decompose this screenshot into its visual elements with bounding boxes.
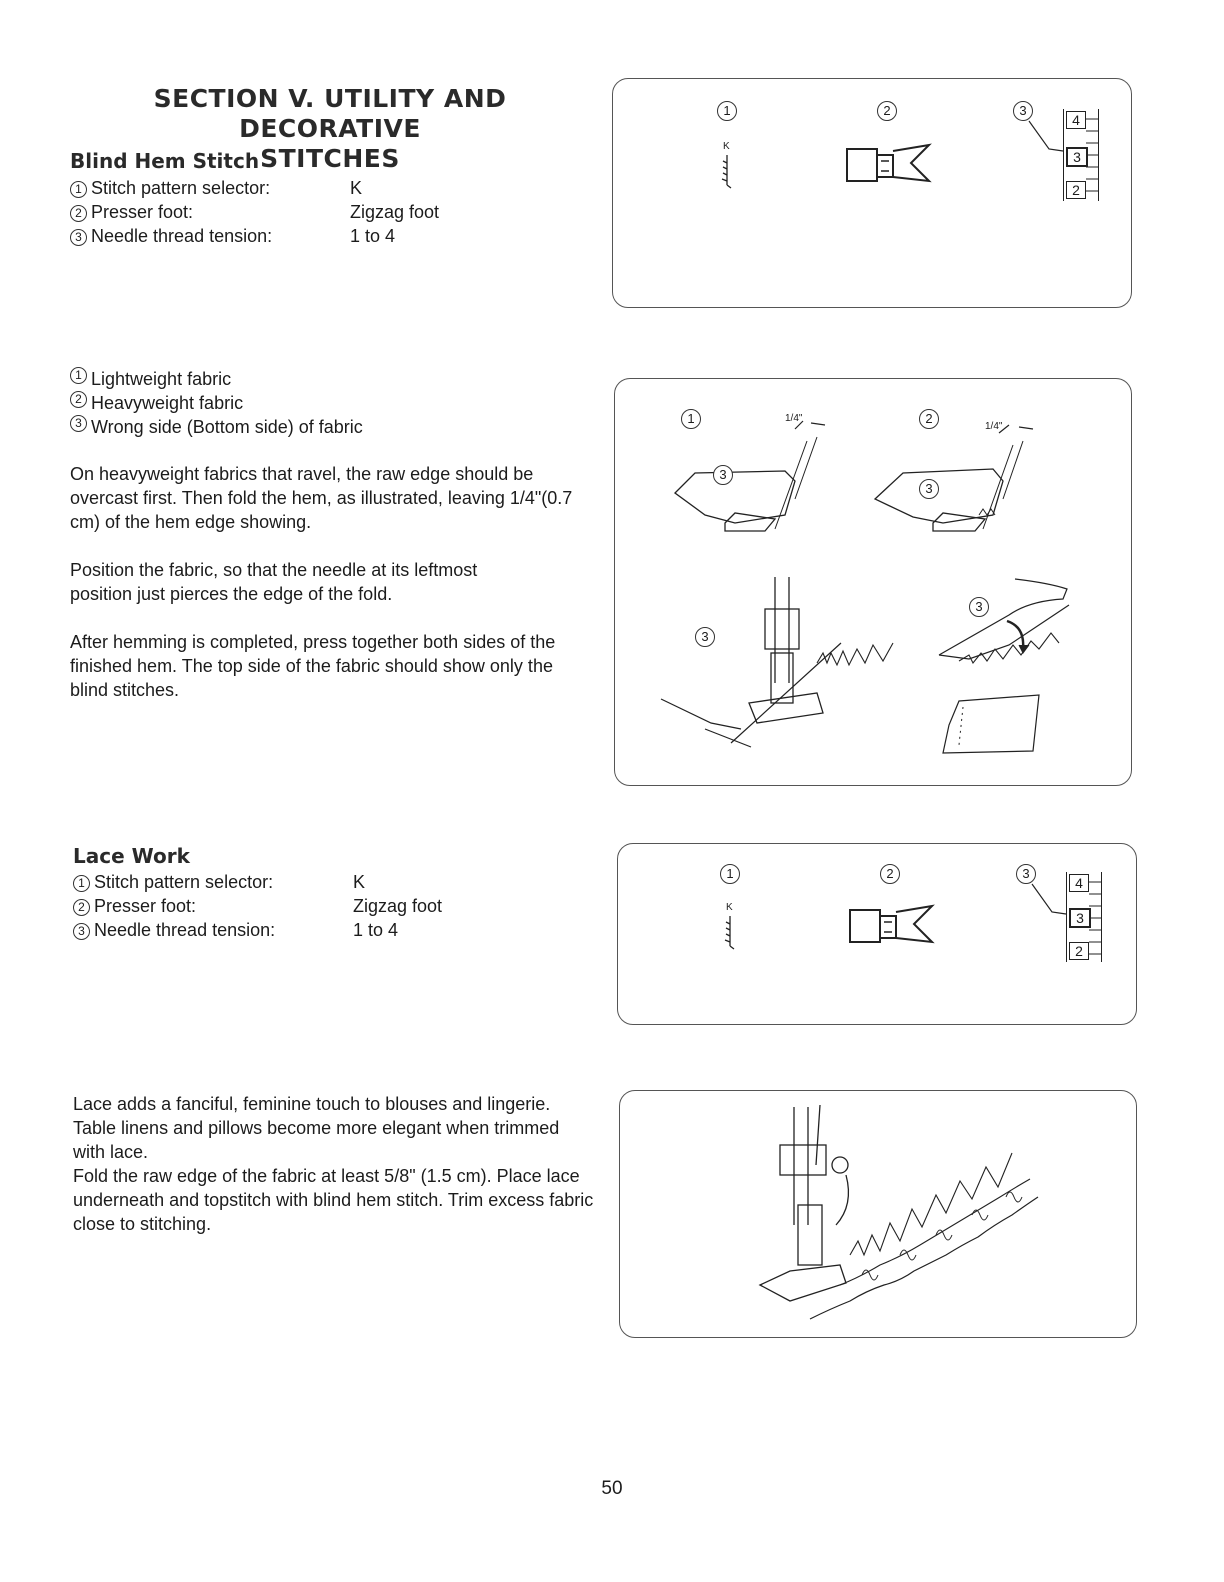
setting-row xyxy=(73,870,442,894)
num-badge: 1 xyxy=(73,875,90,892)
callout-3: 3 xyxy=(1013,101,1033,121)
blind-stitch-pattern-icon xyxy=(721,155,733,189)
pattern-letter: K xyxy=(723,141,730,152)
pointer-line xyxy=(1030,882,1070,922)
zigzag-foot-icon xyxy=(848,902,936,946)
setting-label: Needle thread tension: xyxy=(91,226,273,246)
dial-value-2: 2 xyxy=(1069,942,1089,960)
callout-3: 3 xyxy=(1016,864,1036,884)
list-item-label: Heavyweight fabric xyxy=(91,393,244,413)
num-badge: 3 xyxy=(70,229,87,246)
callout-3: 3 xyxy=(695,627,715,647)
blind-hem-settings xyxy=(70,176,439,248)
setting-row xyxy=(70,176,439,200)
blind-stitch-pattern-icon xyxy=(724,916,736,950)
lace-paragraph-2: Fold the raw edge of the fabric at least 5/8" (1.5 cm). Place lace underneath and topstitch with blind hem stitch. Trim excess fabric close to stitching. xyxy=(73,1166,594,1234)
callout-1: 1 xyxy=(681,409,701,429)
fold-diagram-lightweight xyxy=(665,419,885,539)
setting-label: Stitch pattern selector: xyxy=(94,872,274,892)
setting-value: 1 to 4 xyxy=(350,226,396,246)
callout-3: 3 xyxy=(919,479,939,499)
blind-hem-paragraph-2: Position the fabric, so that the needle at its leftmost position just pierces the edge of the fold. xyxy=(70,560,478,604)
list-item xyxy=(70,367,363,391)
zigzag-foot-icon xyxy=(845,141,933,185)
setting-value: 1 to 4 xyxy=(353,920,399,940)
setting-row xyxy=(70,224,439,248)
dial-value-4: 4 xyxy=(1069,874,1089,892)
setting-value: Zigzag foot xyxy=(353,896,443,916)
num-badge: 2 xyxy=(73,899,90,916)
setting-label: Stitch pattern selector: xyxy=(91,178,271,198)
callout-3: 3 xyxy=(969,597,989,617)
callout-1: 1 xyxy=(720,864,740,884)
setting-row xyxy=(70,200,439,224)
lace-work-settings xyxy=(73,870,442,942)
blind-hem-heading: Blind Hem Stitch xyxy=(70,149,260,173)
callout-1: 1 xyxy=(717,101,737,121)
tension-dial xyxy=(1063,109,1099,201)
num-badge: 1 xyxy=(70,181,87,198)
blind-hem-paragraph-1: On heavyweight fabrics that ravel, the raw edge should be overcast first. Then fold the hem, as illustrated, leaving 1/4"(0.7 cm) of the hem edge showing. xyxy=(70,464,573,532)
lace-work-heading: Lace Work xyxy=(73,844,190,868)
blind-hem-settings-figure xyxy=(612,78,1132,308)
setting-value: K xyxy=(350,178,363,198)
quarter-inch-label-2: 1/4" xyxy=(985,421,1003,432)
callout-2: 2 xyxy=(877,101,897,121)
blind-hem-illustration xyxy=(614,378,1132,786)
tension-dial xyxy=(1066,872,1102,962)
pattern-letter: K xyxy=(726,902,733,913)
setting-row xyxy=(73,894,442,918)
dial-value-3: 3 xyxy=(1066,147,1088,167)
fold-diagram-heavyweight xyxy=(869,419,1089,539)
dial-value-3: 3 xyxy=(1069,908,1091,928)
sewing-machine-blind-hem xyxy=(661,573,921,763)
callout-3: 3 xyxy=(713,465,733,485)
num-badge: 2 xyxy=(70,391,87,408)
setting-label: Needle thread tension: xyxy=(94,920,276,940)
callout-2: 2 xyxy=(919,409,939,429)
section-title-line2: STITCHES xyxy=(260,144,400,173)
dial-value-4: 4 xyxy=(1066,111,1086,129)
list-item xyxy=(70,415,363,439)
fabric-list xyxy=(70,367,363,439)
lace-paragraph-1: Lace adds a fanciful, feminine touch to blouses and lingerie. Table linens and pillows become more elegant when trimmed with lace. xyxy=(73,1094,560,1162)
callout-2: 2 xyxy=(880,864,900,884)
quarter-inch-label-1: 1/4" xyxy=(785,413,803,424)
num-badge: 2 xyxy=(70,205,87,222)
setting-label: Presser foot: xyxy=(94,896,197,916)
num-badge: 3 xyxy=(73,923,90,940)
list-item-label: Lightweight fabric xyxy=(91,369,232,389)
page-number: 50 xyxy=(601,1478,623,1499)
setting-value: Zigzag foot xyxy=(350,202,440,222)
setting-row xyxy=(73,918,442,942)
lace-work-illustration xyxy=(619,1090,1137,1338)
blind-hem-paragraph-3: After hemming is completed, press together both sides of the finished hem. The top side of the fabric should show only the blind stitches. xyxy=(70,632,556,700)
lace-work-settings-figure xyxy=(617,843,1137,1025)
pointer-line xyxy=(1027,119,1067,159)
num-badge: 3 xyxy=(70,415,87,432)
sewing-machine-lace xyxy=(750,1105,1040,1327)
dial-ticks xyxy=(1086,109,1098,201)
setting-label: Presser foot: xyxy=(91,202,194,222)
setting-value: K xyxy=(353,872,366,892)
list-item xyxy=(70,391,363,415)
dial-ticks xyxy=(1089,872,1101,962)
finished-hem-diagram xyxy=(919,575,1129,765)
num-badge: 1 xyxy=(70,367,87,384)
dial-value-2: 2 xyxy=(1066,181,1086,199)
list-item-label: Wrong side (Bottom side) of fabric xyxy=(91,417,363,437)
section-title-line1: SECTION V. UTILITY AND DECORATIVE xyxy=(153,84,507,143)
